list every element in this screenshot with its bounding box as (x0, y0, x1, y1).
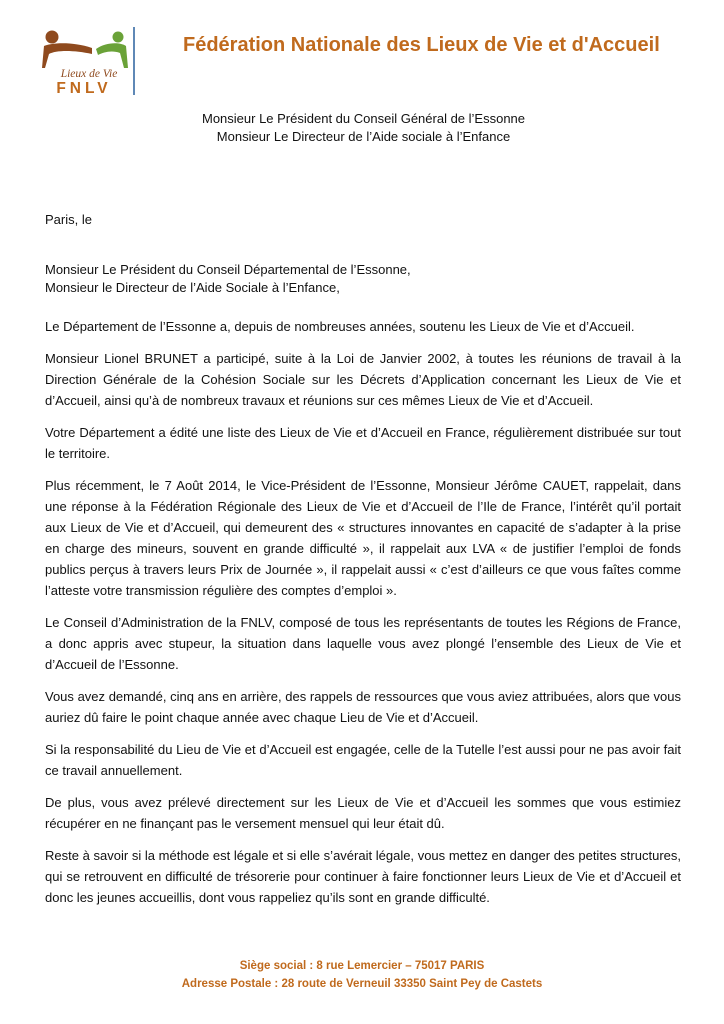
salutation-line: Monsieur le Directeur de l’Aide Sociale à l’Enfance, (45, 280, 340, 295)
letter-body (45, 316, 681, 919)
recipient-line: Monsieur Le Président du Conseil Général de l’Essonne (201, 111, 526, 126)
salutation-line: Monsieur Le Président du Conseil Départemental de l’Essonne, (45, 262, 411, 277)
recipient-line: Monsieur Le Directeur de l’Aide sociale à l’Enfance (216, 129, 511, 144)
paragraph: De plus, vous avez prélevé directement sur les Lieux de Vie et d’Accueil les sommes que vous estimiez récupérer en ne finançant pas le versement mensuel qui leur était dû. (45, 795, 681, 831)
paragraph: Le Conseil d’Administration de la FNLV, composé de tous les représentants de toutes les Régions de France, a donc appris avec stupeur, la situation dans laquelle vous avez plongé l’ensemble des Lieux de Vie et d’Accueil de l’Essonne. (45, 615, 681, 672)
logo-divider (133, 27, 135, 95)
paragraph: Reste à savoir si la méthode est légale et si elle s’avérait légale, vous mettez en danger des petites structures, qui se retrouvent en difficulté de trésorerie pour continuer à faire fonctionner leurs Lieux de Vie et d’Accueil et donc les jeunes accueillis, dont vous rappeliez qu’ils sont en grande difficulté. (45, 848, 681, 905)
paragraph: Plus récemment, le 7 Août 2014, le Vice-Président de l’Essonne, Monsieur Jérôme CAUET, rappelait, dans une réponse à la Fédération Régionale des Lieux de Vie et d’Accueil de l’Ile de France, l’intérêt qu’il portait aux Lieux de Vie et d’Accueil, qui demeurent des « structures innovantes en capacité de s’adapter à la prise en charge des mineurs, souvent en grande difficulté », il rappelait aux LVA « de justifier l’emploi de fonds publics perçus à travers leurs Prix de Journée », il rappelait aussi « c’est d’ailleurs ce que vous faîtes comme l’atteste votre transmission régulière des comptes d’emploi ». (45, 478, 681, 598)
salutation-block (45, 261, 411, 297)
logo-tagline: Lieux de Vie (60, 68, 118, 80)
footer-head-office: Siège social : 8 rue Lemercier – 75017 PARIS (239, 960, 485, 972)
paragraph: Si la responsabilité du Lieu de Vie et d’Accueil est engagée, celle de la Tutelle l’est aussi pour ne pas avoir fait ce travail annuellement. (45, 742, 681, 778)
paragraph: Votre Département a édité une liste des Lieux de Vie et d’Accueil en France, régulièrement distribuée sur tout le territoire. (45, 425, 681, 461)
paragraph: Vous avez demandé, cinq ans en arrière, des rappels de ressources que vous aviez attribuées, alors que vous auriez dû faire le point chaque année avec chaque Lieu de Vie et d’Accueil. (45, 689, 681, 725)
paragraph: Le Département de l’Essonne a, depuis de nombreuses années, soutenu les Lieux de Vie et d’Accueil. (45, 319, 635, 334)
recipients-block (0, 110, 724, 146)
organization-title: Fédération Nationale des Lieux de Vie et d'Accueil (183, 34, 660, 56)
footer-postal-address: Adresse Postale : 28 route de Verneuil 33350 Saint Pey de Castets (181, 978, 543, 990)
fnlv-logo (40, 28, 136, 96)
fnlv-logo-icon (40, 28, 136, 96)
paragraph: Monsieur Lionel BRUNET a participé, suite à la Loi de Janvier 2002, à toutes les réunions de travail à la Direction Générale de la Cohésion Sociale sur les Décrets d’Application concernant les Lieux de Vie et d’Accueil, ainsi qu’à de nombreux travaux et réunions sur ces mêmes Lieux de Vie et d’Accueil. (45, 351, 681, 408)
footer (0, 957, 724, 993)
logo-acronym: FNLV (56, 80, 112, 96)
place-date: Paris, le (45, 212, 92, 227)
